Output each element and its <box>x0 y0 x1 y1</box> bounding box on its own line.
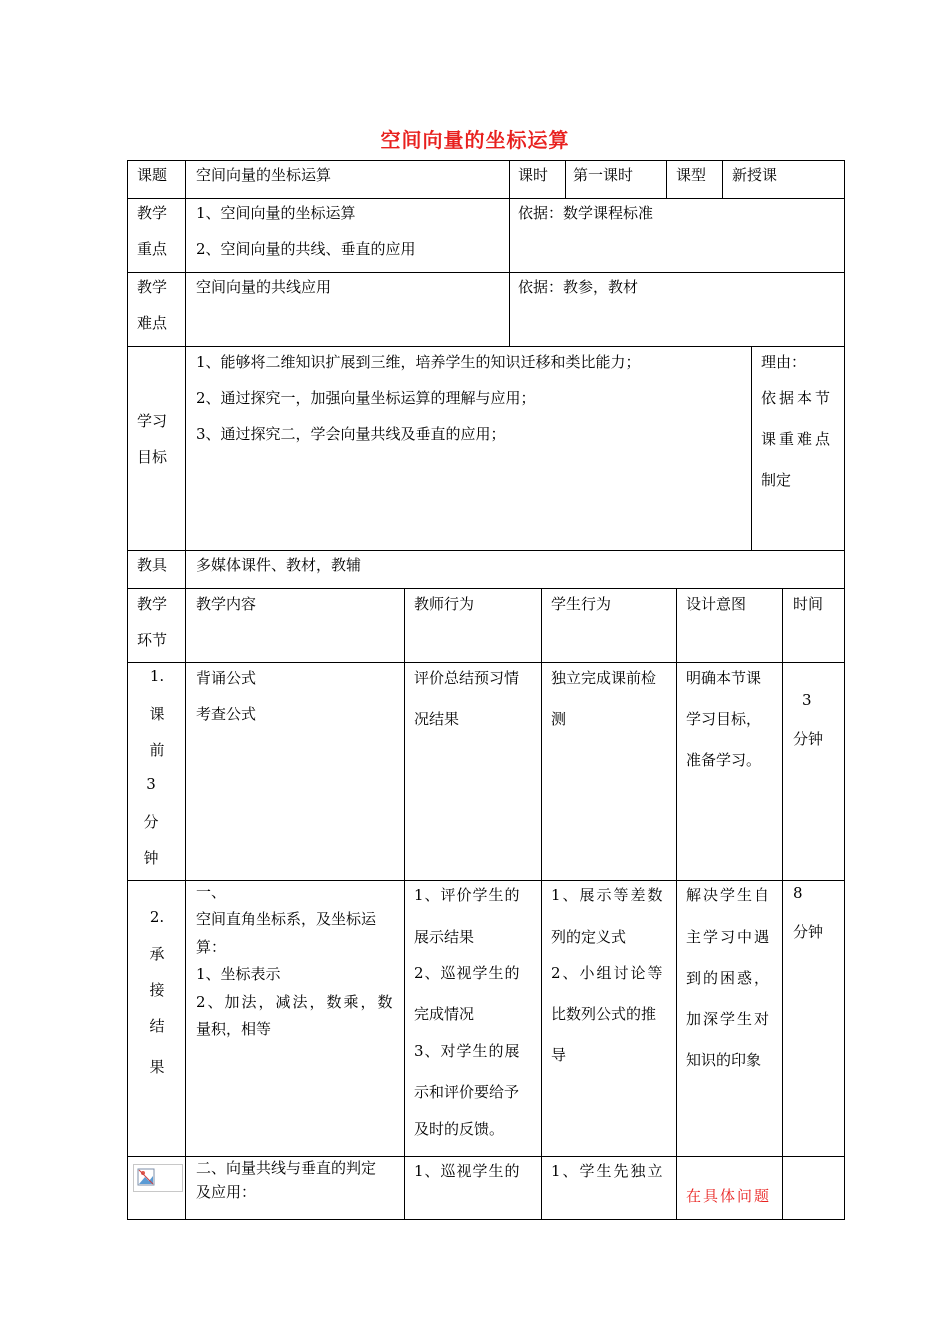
stage2-teacher-line: 完成情况 <box>414 1005 475 1023</box>
stage3-student-line: 1、学生先独立 <box>551 1162 665 1180</box>
broken-image-icon <box>133 1164 183 1192</box>
stage1-char: 3 <box>146 775 156 793</box>
stage2-time-line: 8 <box>793 884 803 902</box>
stage2-design-line: 主学习中遇 <box>686 928 772 946</box>
stage3-content-line: 及应用： <box>196 1183 257 1201</box>
stage2-teacher-line: 及时的反馈。 <box>414 1120 505 1138</box>
topic-value: 空间向量的坐标运算 <box>196 166 332 184</box>
stage1-char: 分 <box>143 813 159 831</box>
stage2-char: 果 <box>149 1058 165 1076</box>
stage2-content-line: 1、坐标表示 <box>196 965 281 983</box>
difficult-value: 空间向量的共线应用 <box>196 278 332 296</box>
goals-label-1: 学习 <box>137 412 168 430</box>
goal-item: 3、通过探究二，学会向量共线及垂直的应用； <box>196 425 506 443</box>
stage1-time-line: 3 <box>802 691 812 709</box>
stage1-teacher-line: 评价总结预习情 <box>414 669 520 687</box>
stage2-content-line: 2、加法，减法，数乘，数 <box>196 993 395 1011</box>
difficult-basis: 依据：教参，教材 <box>518 278 639 296</box>
reason-line: 理由： <box>761 353 807 371</box>
key-points-label-2: 重点 <box>137 240 168 258</box>
stage1-char: 钟 <box>143 849 159 867</box>
stage2-design-line: 知识的印象 <box>686 1051 762 1069</box>
header-student: 学生行为 <box>551 595 612 613</box>
stage2-content-line: 算： <box>196 938 227 956</box>
stage2-student-line: 1、展示等差数 <box>551 886 665 904</box>
stage2-design-line: 解决学生自 <box>686 886 772 904</box>
stage1-char: 前 <box>149 741 165 759</box>
stage2-time-line: 分钟 <box>793 923 824 941</box>
stage1-design-line: 学习目标， <box>686 710 762 728</box>
stage2-teacher-line: 2、巡视学生的 <box>414 964 521 982</box>
topic-label: 课题 <box>137 166 168 184</box>
key-point-item: 1、空间向量的坐标运算 <box>196 204 356 222</box>
difficult-label-1: 教学 <box>137 278 168 296</box>
stage2-content-line: 量积，相等 <box>196 1020 272 1038</box>
stage1-time-line: 分钟 <box>793 730 824 748</box>
header-teacher: 教师行为 <box>414 595 475 613</box>
stage2-student-line: 2、小组讨论等 <box>551 964 665 982</box>
goal-item: 1、能够将二维知识扩展到三维，培养学生的知识迁移和类比能力； <box>196 353 641 371</box>
stage3-teacher-line: 1、巡视学生的 <box>414 1162 521 1180</box>
header-stage-1: 教学 <box>137 595 168 613</box>
key-points-label-1: 教学 <box>137 204 168 222</box>
stage2-student-line: 导 <box>551 1046 567 1064</box>
header-time: 时间 <box>793 595 824 613</box>
stage2-char: 2. <box>149 908 165 926</box>
stage1-teacher-line: 况结果 <box>414 710 460 728</box>
period-label: 课时 <box>518 166 549 184</box>
document-title: 空间向量的坐标运算 <box>380 128 570 152</box>
stage2-design-line: 加深学生对 <box>686 1010 772 1028</box>
stage3-design-line: 在具体问题 <box>686 1187 772 1205</box>
stage1-content-line: 考查公式 <box>196 705 257 723</box>
stage2-teacher-line: 展示结果 <box>414 928 475 946</box>
reason-line: 依据本节 <box>761 389 834 407</box>
stage1-design-line: 准备学习。 <box>686 751 762 769</box>
stage2-char: 接 <box>149 981 165 999</box>
stage3-content-line: 二、向量共线与垂直的判定 <box>196 1159 377 1177</box>
key-points-basis: 依据：数学课程标准 <box>518 204 654 222</box>
stage1-char: 课 <box>149 705 165 723</box>
period-value: 第一课时 <box>573 166 634 184</box>
stage1-student-line: 独立完成课前检 <box>551 669 657 687</box>
header-stage-2: 环节 <box>137 631 168 649</box>
stage2-student-line: 列的定义式 <box>551 928 627 946</box>
stage2-teacher-line: 示和评价要给予 <box>414 1083 520 1101</box>
tools-label: 教具 <box>137 556 168 574</box>
stage1-design-line: 明确本节课 <box>686 669 762 687</box>
goal-item: 2、通过探究一，加强向量坐标运算的理解与应用； <box>196 389 536 407</box>
stage1-char: 1. <box>149 667 165 685</box>
stage1-content-line: 背诵公式 <box>196 669 257 687</box>
key-point-item: 2、空间向量的共线、垂直的应用 <box>196 240 416 258</box>
stage2-teacher-line: 3、对学生的展 <box>414 1042 521 1060</box>
stage2-content-line: 一、 <box>196 883 227 901</box>
reason-line: 制定 <box>761 471 792 489</box>
difficult-label-2: 难点 <box>137 314 168 332</box>
stage2-teacher-line: 1、评价学生的 <box>414 886 521 904</box>
stage2-char: 承 <box>149 945 165 963</box>
stage2-design-line: 到的困惑， <box>686 969 772 987</box>
tools-value: 多媒体课件、教材，教辅 <box>196 556 362 574</box>
lesson-type-label: 课型 <box>676 166 707 184</box>
lesson-type-value: 新授课 <box>732 166 778 184</box>
header-design: 设计意图 <box>686 595 747 613</box>
stage1-student-line: 测 <box>551 710 567 728</box>
header-content: 教学内容 <box>196 595 257 613</box>
stage2-content-line: 空间直角坐标系，及坐标运 <box>196 910 377 928</box>
goals-label-2: 目标 <box>137 448 168 466</box>
reason-line: 课重难点 <box>761 430 834 448</box>
stage2-char: 结 <box>149 1017 165 1035</box>
stage2-student-line: 比数列公式的推 <box>551 1005 657 1023</box>
